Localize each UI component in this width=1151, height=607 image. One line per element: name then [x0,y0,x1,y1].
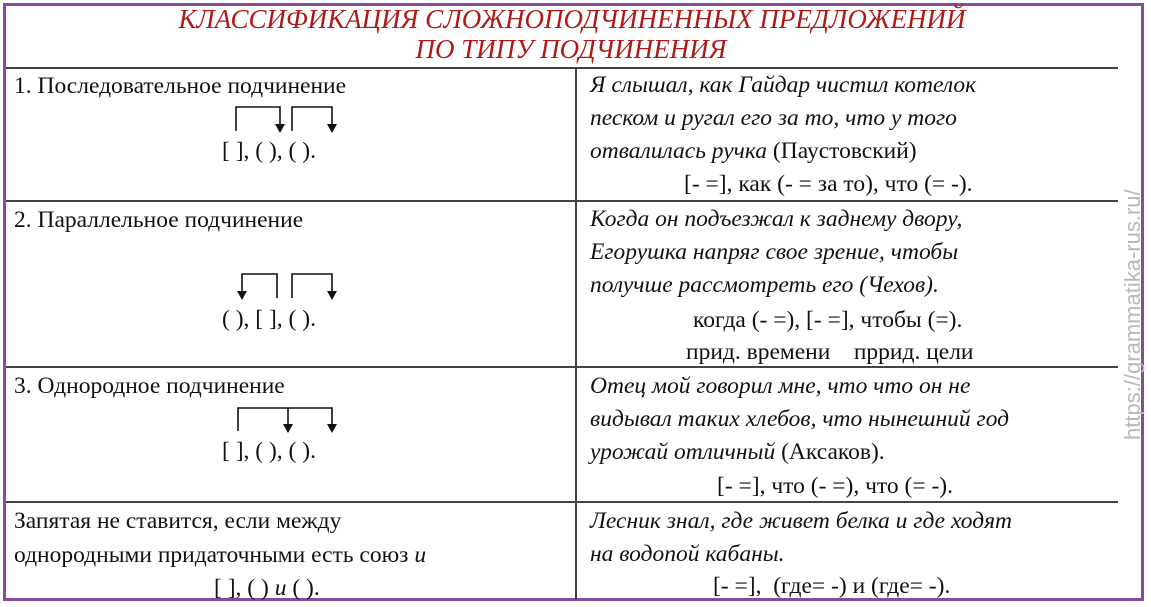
row-1-example [590,69,976,168]
row-1-pattern: [- =], как (- = за то), что (= -). [684,171,973,197]
row-4-pattern: [- =], (где= -) и (где= -). [713,573,951,599]
row-3-scheme: [ ], ( ), ( ). [222,438,316,464]
watermark: https://grammatika-rus.ru/ [1120,189,1145,440]
row-1-example-line: песком и ругал его за то, что у того [590,105,957,131]
row-4-scheme-union: и [274,575,287,601]
row-1-example-line: Я слышал, как Гайдар чистил котелок [590,72,977,98]
row-2-pattern: когда (- =), [- =], чтобы (=). [693,307,963,333]
row-2-example-line: Егорушка напряг свое зрение, чтобы [590,239,959,265]
row-2-label: 2. Параллельное подчинение [14,207,304,233]
row-1-example-text: отвалилась ручка [590,138,768,164]
row-3-label: 3. Однородное подчинение [14,373,285,399]
row-3-example-text: урожай отличный [590,439,776,465]
row-2-example-line: Когда он подъезжал к заднему двору, [590,206,963,232]
row-3-arrows-icon [0,0,1,1]
title-line-2: ПО ТИПУ ПОДЧИНЕНИЯ [415,34,727,64]
row-4-label-union: и [414,542,427,568]
row-3-example-line [590,436,1009,469]
row-4-label-line-2 [14,541,426,569]
row-3-pattern: [- =], что (- =), что (= -). [717,473,953,499]
row-3-example [590,370,1009,469]
row-3-author: (Аксаков). [781,439,885,465]
row-1-scheme: [ ], ( ), ( ). [222,138,316,164]
row-4-label-line-1: Запятая не ставится, если между [14,508,342,534]
row-4-scheme [214,575,320,602]
row-1-author: (Паустовский) [772,138,917,164]
row-2-scheme: ( ), [ ], ( ). [222,306,316,332]
page-title [6,4,1146,64]
title-line-1: КЛАССИФИКАЦИЯ СЛОЖНОПОДЧИНЕННЫХ ПРЕДЛОЖЕНИЙ [178,4,966,34]
column-divider [575,68,577,600]
row-2-example [590,203,962,302]
row-3-example-line: видывал таких хлебов, что нынешний год [590,406,1010,432]
row-3-example-line: Отец мой говорил мне, что что он не [590,373,971,399]
row-4-label-text: однородными придаточными есть союз [14,542,409,568]
row-1-label: 1. Последовательное подчинение [14,73,347,99]
row-4-example [590,505,1012,571]
row-4-example-line: на водопой кабаны. [590,541,785,567]
row-4-example-line: Лесник знал, где живет белка и где ходят [590,508,1013,534]
row-4-scheme-part: [ ], ( ) [214,575,269,601]
row-2-notes: прид. времени пррид. цели [686,339,974,365]
row-2-example-line: получше рассмотреть его (Чехов). [590,272,939,298]
row-1-example-line [590,135,976,168]
row-4-scheme-part: ( ). [292,575,320,601]
